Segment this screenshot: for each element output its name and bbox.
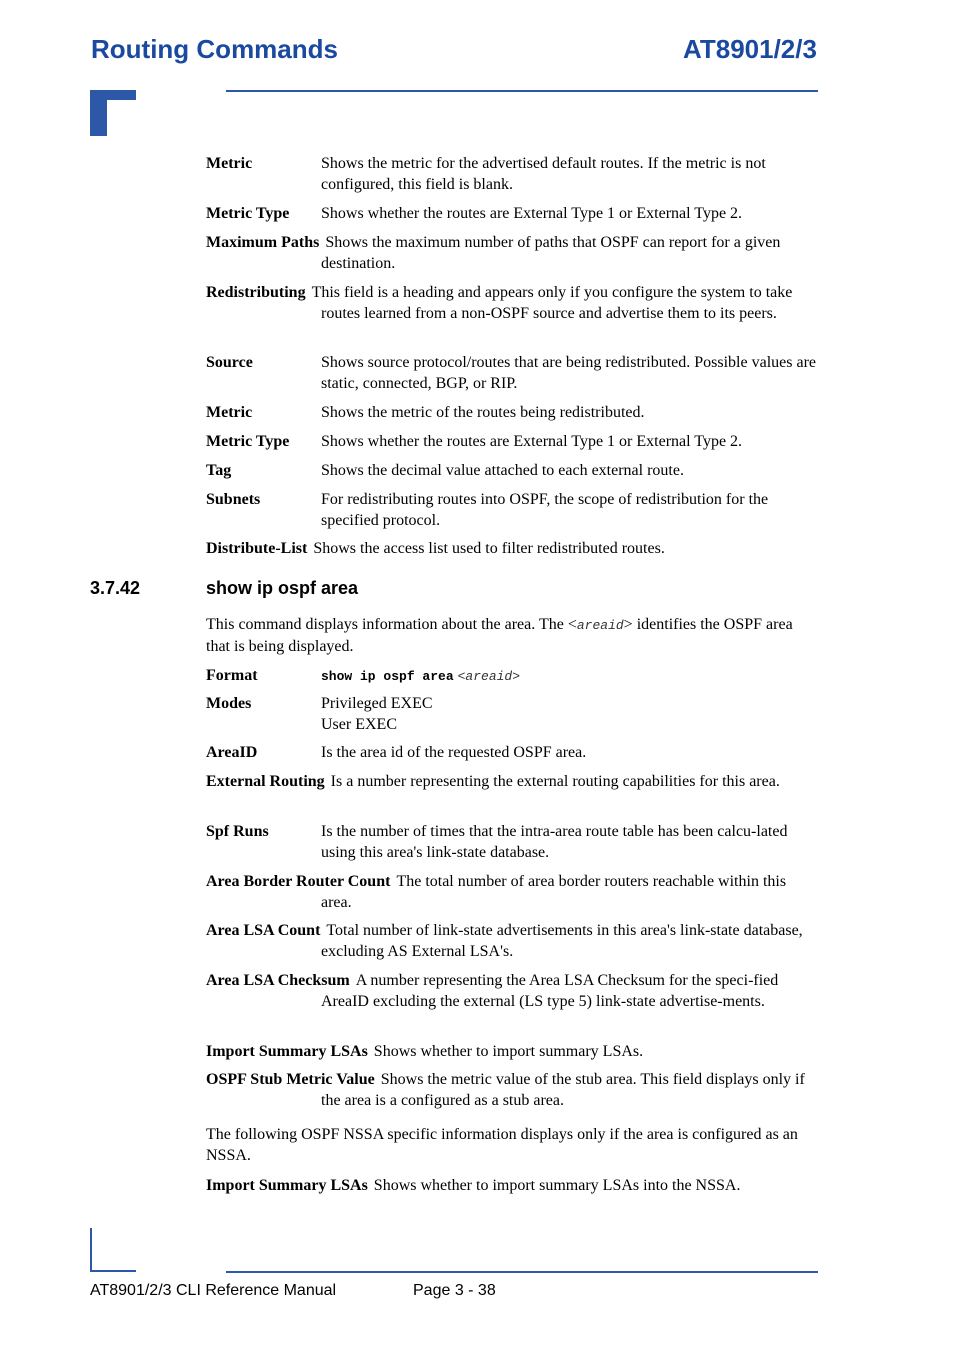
def-desc: Is the area id of the requested OSPF area. (321, 744, 587, 761)
def-term: AreaID (206, 744, 258, 761)
def-term: Redistributing (206, 284, 306, 301)
def-metric (206, 153, 818, 195)
section-title: show ip ospf area (206, 578, 359, 598)
def-tag (206, 460, 818, 481)
footer-manual-title: AT8901/2/3 CLI Reference Manual (90, 1282, 337, 1299)
format-param: <areaid> (457, 669, 521, 684)
def-term: Metric Type (206, 205, 290, 222)
def-desc: Shows the access list used to filter redistributed routes. (313, 540, 665, 557)
section-intro (206, 614, 818, 657)
def-desc: Shows whether the routes are External Type 1 or External Type 2. (321, 433, 743, 450)
corner-mark-bottom (90, 1270, 136, 1272)
def-term: Area LSA Count (206, 922, 321, 939)
def-term: Tag (206, 462, 232, 479)
def-term: Area LSA Checksum (206, 972, 350, 989)
format-row (206, 665, 818, 687)
def-external-routing (206, 771, 818, 792)
def-term: Distribute-List (206, 540, 308, 557)
footer-rule (226, 1271, 818, 1273)
def-desc: Shows the metric for the advertised default routes. If the metric is not configured, this field is blank. (321, 155, 766, 193)
def-metric-type-2 (206, 431, 818, 452)
def-desc: The total number of area border routers reachable within this area. (321, 873, 787, 911)
def-term: Import Summary LSAs (206, 1177, 368, 1194)
def-area-lsa-count (206, 920, 818, 962)
page-header-product: AT8901/2/3 (683, 34, 817, 64)
def-area-lsa-checksum (206, 970, 818, 1012)
def-import-summary-lsas (206, 1041, 818, 1062)
def-term: Maximum Paths (206, 234, 320, 251)
def-desc: Shows the metric value of the stub area. This field displays only if the area is a configured as a stub area. (321, 1071, 805, 1109)
header-rule (226, 90, 818, 92)
modes-label: Modes (206, 695, 252, 712)
format-value (321, 665, 818, 687)
modes-row (206, 693, 818, 735)
def-desc: Shows whether to import summary LSAs. (373, 1043, 644, 1060)
corner-mark-top-vertical (90, 90, 107, 136)
format-label: Format (206, 667, 258, 684)
def-ospf-stub-metric (206, 1069, 818, 1111)
modes-value (321, 693, 818, 735)
def-metric-2 (206, 402, 818, 423)
def-distribute-list (206, 538, 818, 559)
intro-text-before: This command displays information about the area. The < (206, 616, 577, 633)
footer-page-number: Page 3 - 38 (413, 1282, 496, 1299)
def-term: Metric (206, 155, 253, 172)
def-desc: Shows whether to import summary LSAs into the NSSA. (373, 1177, 741, 1194)
def-term: Spf Runs (206, 823, 269, 840)
def-source (206, 352, 818, 394)
def-abr-count (206, 871, 818, 913)
def-desc: Is a number representing the external routing capabilities for this area. (330, 773, 780, 790)
def-desc: This field is a heading and appears only if you configure the system to take routes learned from a non-OSPF source and advertise them to its peers. (311, 284, 793, 322)
def-term: Subnets (206, 491, 261, 508)
def-desc: Is the number of times that the intra-area route table has been calcu-lated using this area's link-state database. (321, 823, 788, 861)
def-metric-type (206, 203, 818, 224)
def-desc: Shows the metric of the routes being redistributed. (321, 404, 645, 421)
def-redistributing (206, 282, 818, 324)
def-term: Import Summary LSAs (206, 1043, 368, 1060)
def-desc: Total number of link-state advertisements in this area's link-state database, excluding AS External LSA's. (321, 922, 803, 960)
intro-text-after: > identifies the OSPF area that is being displayed. (206, 616, 793, 655)
def-desc: Shows the maximum number of paths that OSPF can report for a given destination. (321, 234, 781, 272)
def-desc: Shows source protocol/routes that are being redistributed. Possible values are static, connected, BGP, or RIP. (321, 354, 816, 392)
def-desc: A number representing the Area LSA Checksum for the speci-fied AreaID excluding the external (LS type 5) link-state advertise-ments. (321, 972, 779, 1010)
def-desc: Shows whether the routes are External Type 1 or External Type 2. (321, 205, 743, 222)
mode-user: User EXEC (321, 716, 397, 733)
def-term: Metric (206, 404, 253, 421)
def-desc: Shows the decimal value attached to each external route. (321, 462, 684, 479)
corner-mark-bottom-vertical (90, 1228, 92, 1272)
format-command: show ip ospf area (321, 669, 454, 684)
def-term: Source (206, 354, 253, 371)
nssa-note: The following OSPF NSSA specific information displays only if the area is configured as an NSSA. (206, 1126, 798, 1164)
def-term: Metric Type (206, 433, 290, 450)
def-areaid (206, 742, 818, 763)
def-term: External Routing (206, 773, 325, 790)
def-term: OSPF Stub Metric Value (206, 1071, 375, 1088)
def-term: Area Border Router Count (206, 873, 391, 890)
intro-param: areaid (576, 618, 624, 633)
def-spf-runs (206, 821, 818, 863)
def-desc: For redistributing routes into OSPF, the scope of redistribution for the specified protocol. (321, 491, 769, 529)
def-maximum-paths (206, 232, 818, 274)
section-number: 3.7.42 (90, 578, 141, 598)
def-nssa-import-summary (206, 1175, 818, 1196)
page-header-title: Routing Commands (91, 34, 338, 64)
mode-privileged: Privileged EXEC (321, 695, 433, 712)
def-subnets (206, 489, 818, 531)
